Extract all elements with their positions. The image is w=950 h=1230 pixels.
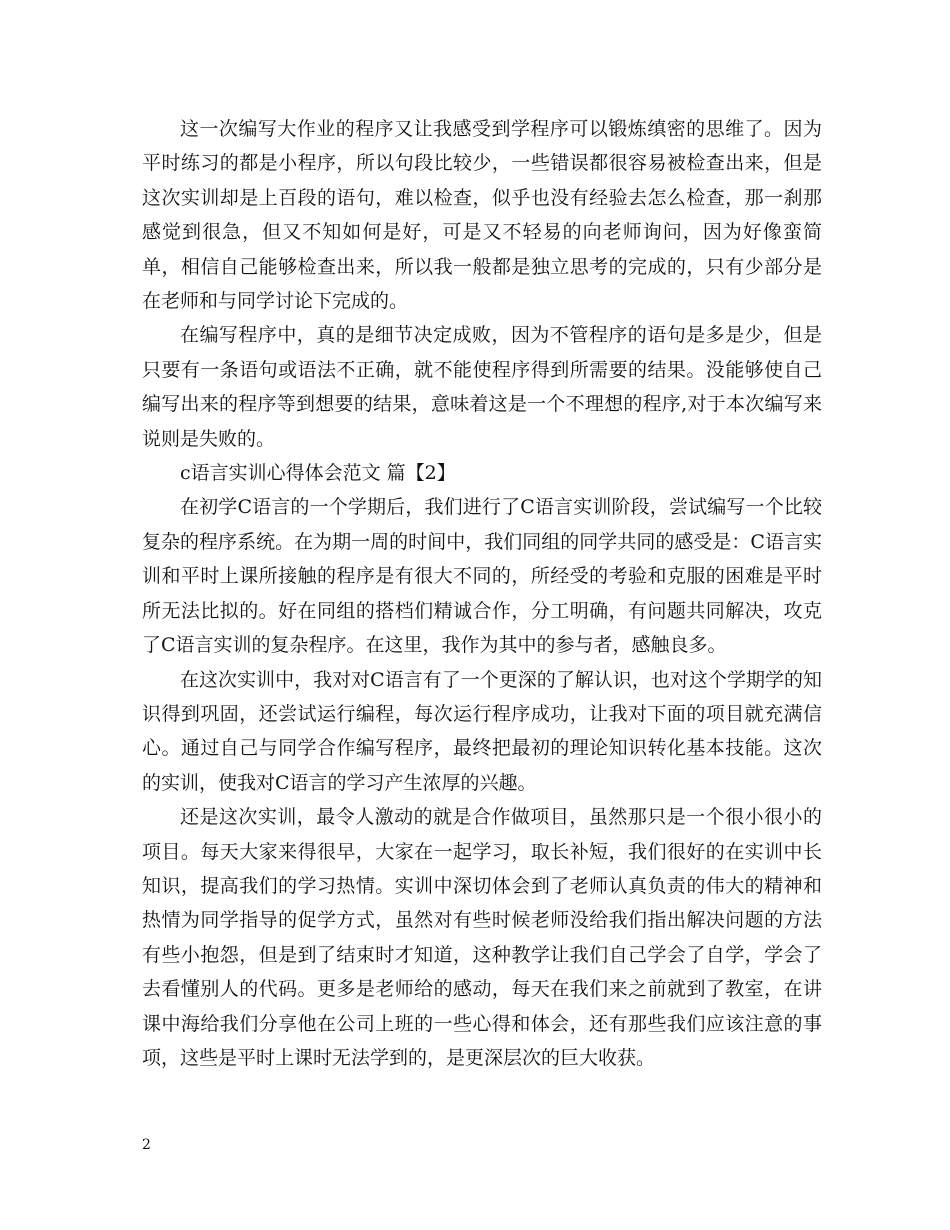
paragraph-details-matter: 在编写程序中，真的是细节决定成败，因为不管程序的语句是多是少，但是只要有一条语句或语法不正确，就不能使程序得到所需要的结果。没能够使自己编写出来的程序等到想要的结果，意味着这是一个不理想的程序,对于本次编写来说则是失败的。: [142, 324, 822, 450]
paragraph-teamwork-teacher: 还是这次实训，最令人激动的就是合作做项目，虽然那只是一个很小很小的项目。每天大家来得很早，大家在一起学习，取长补短，我们很好的在实训中长知识，提高我们的学习热情。实训中深切体会到了老师认真负责的伟大的精神和热情为同学指导的促学方式，虽然对有些时候老师没给我们指出解决问题的方法有些小抱怨，但是到了结束时才知道，这种教学让我们自己学会了自学，学会了去看懂别人的代码。更多是老师给的感动，每天在我们来之前就到了教室，在讲课中海给我们分享他在公司上班的一些心得和体会，还有那些我们应该注意的事项，这些是平时上课时无法学到的，是更深层次的巨大收获。: [142, 806, 822, 1069]
document-body: [142, 112, 822, 1075]
paragraph-debugging-reflection: 这一次编写大作业的程序又让我感受到学程序可以锻炼缜密的思维了。因为平时练习的都是小程序，所以句段比较少，一些错误都很容易被检查出来，但是这次实训却是上百段的语句，难以检查，似乎也没有经验去怎么检查，那一刹那感觉到很急，但又不知如何是好，可是又不轻易的向老师询问，因为好像蛮简单，相信自己能够检查出来，所以我一般都是独立思考的完成的，只有少部分是在老师和与同学讨论下完成的。: [142, 118, 822, 313]
paragraph-c-training-intro: 在初学C语言的一个学期后，我们进行了C语言实训阶段，尝试编写一个比较复杂的程序系统。在为期一周的时间中，我们同组的同学共同的感受是：C语言实训和平时上课所接触的程序是有很大不同的，所经受的考验和克服的困难是平时所无法比拟的。好在同组的搭档们精诚合作，分工明确，有问题共同解决，攻克了C语言实训的复杂程序。在这里，我作为其中的参与者，感触良多。: [142, 496, 822, 657]
paragraph-knowledge-consolidation: 在这次实训中，我对对C语言有了一个更深的了解认识，也对这个学期学的知识得到巩固，还尝试运行编程，每次运行程序成功，让我对下面的项目就充满信心。通过自己与同学合作编写程序，最终把最初的理论知识转化基本技能。这次的实训，使我对C语言的学习产生浓厚的兴趣。: [142, 668, 822, 794]
section-heading: c语言实训心得体会范文 篇【2】: [180, 462, 456, 485]
page-number: 2: [142, 1137, 151, 1153]
